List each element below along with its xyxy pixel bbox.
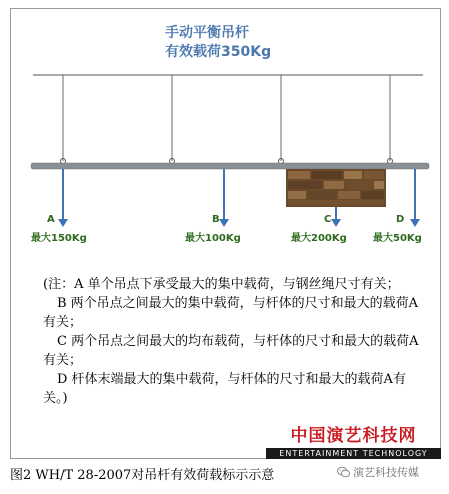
point-letter-a: A [47, 214, 55, 225]
point-load-d: 最大50Kg [373, 233, 422, 244]
notes-block [43, 275, 423, 408]
arrow-b [219, 169, 229, 227]
arrow-d [410, 169, 420, 227]
brand-watermark [266, 421, 441, 459]
point-letter-b: B [212, 214, 220, 225]
distributed-load-block [286, 169, 386, 207]
batten-pipe [31, 163, 429, 169]
note-a: (注：A 单个吊点下承受最大的集中载荷，与钢丝绳尺寸有关； [43, 277, 400, 292]
note-c: C 两个吊点之间最大的均布载荷，与杆体的尺寸和最大的载荷A有关； [43, 334, 419, 368]
note-b: B 两个吊点之间最大的集中载荷，与杆体的尺寸和最大的载荷A有关； [43, 296, 419, 330]
point-load-b: 最大100Kg [185, 233, 241, 244]
wechat-icon [337, 466, 350, 478]
point-letter-c: C [324, 214, 332, 225]
brand-subtitle: ENTERTAINMENT TECHNOLOGY [266, 448, 441, 459]
figure-frame [10, 8, 441, 459]
point-letter-d: D [396, 214, 405, 225]
wechat-label: 演艺科技传媒 [353, 466, 419, 479]
wechat-source [337, 464, 419, 480]
diagram-title-line2: 有效载荷350Kg [165, 44, 272, 60]
arrow-c [331, 207, 341, 227]
figure-caption: 图2 WH/T 28-2007对吊杆有效荷载标示示意 [10, 468, 275, 483]
point-load-a: 最大150Kg [31, 233, 87, 244]
note-d: D 杆体末端最大的集中载荷，与杆体的尺寸和最大的载荷A有关。) [43, 372, 406, 406]
arrow-a [58, 169, 68, 227]
batten-load-diagram [11, 9, 442, 269]
brand-name: 中国演艺科技网 [290, 426, 417, 446]
diagram-title-line1: 手动平衡吊杆 [165, 25, 249, 41]
point-load-c: 最大200Kg [291, 233, 347, 244]
